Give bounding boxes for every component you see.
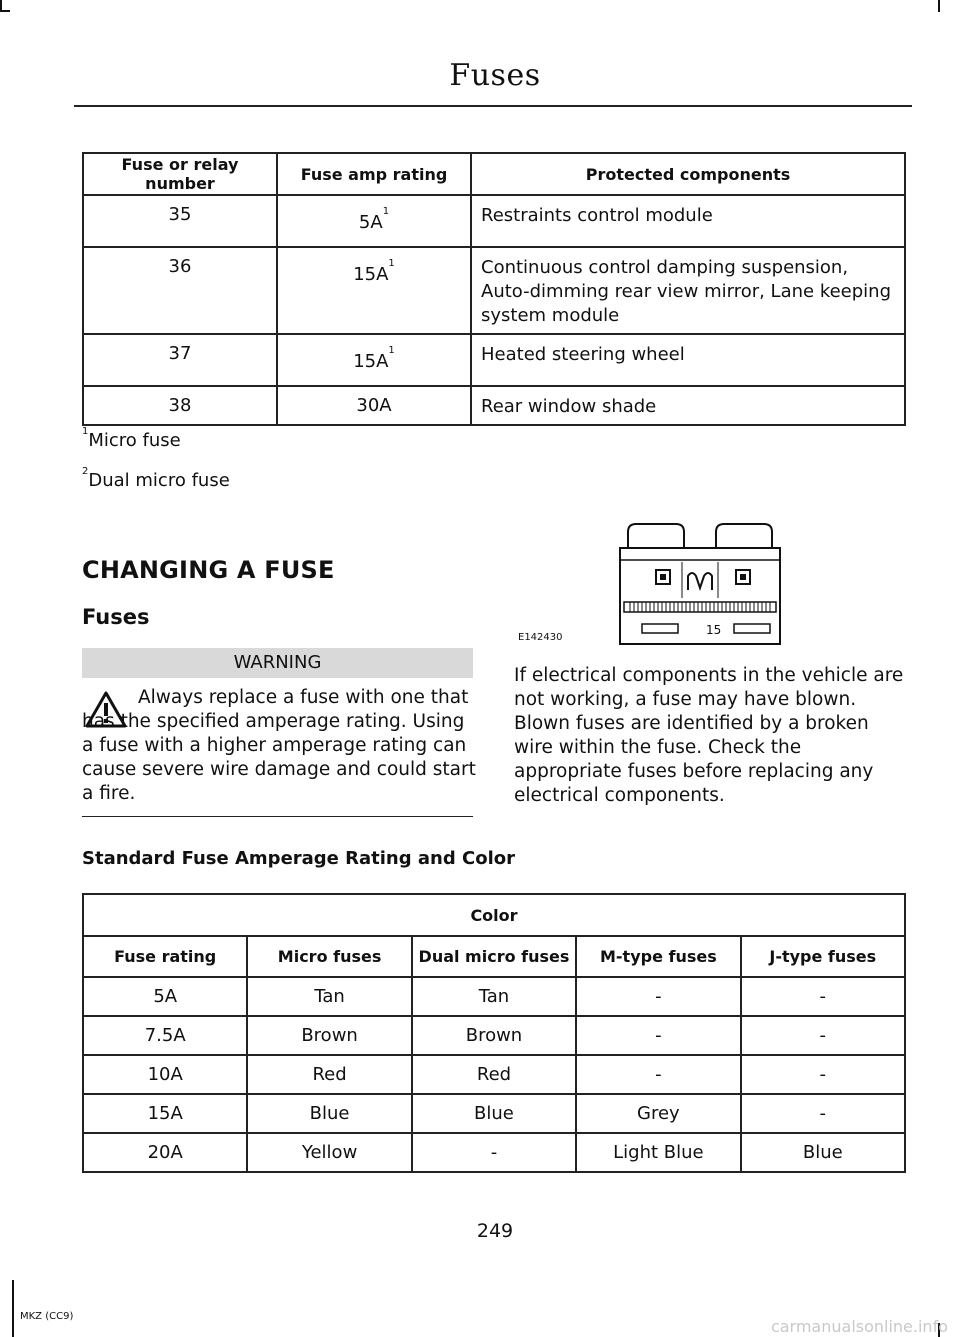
header-rule [74,105,912,107]
warning-text [82,686,476,806]
fuse-number: 35 [83,195,277,247]
footnote-2 [82,466,230,491]
body-paragraph: If electrical components in the vehicle are not working, a fuse may have blown. Blown fuses are identified by a broken wire within the fuse. Check the appropriate fuses before replacing any electrical components. [514,665,904,806]
j-type-fuse-cell: Blue [741,1133,905,1172]
fuse-number: 37 [83,334,277,386]
color-group-header-row [83,894,905,936]
dual-micro-fuse-cell: Tan [412,977,576,1016]
fuse-number: 36 [83,247,277,334]
j-type-fuse-cell: - [741,977,905,1016]
j-type-fuse-cell: - [741,1016,905,1055]
fuse-rating-cell: 7.5A [83,1016,247,1055]
amp-value: 15A [353,351,389,372]
amp-rating: 30A [277,386,471,425]
m-type-fuse-cell: Grey [576,1094,740,1133]
header-fuse-rating: Fuse rating [83,936,247,977]
table-row [83,977,905,1016]
model-code: MKZ (CC9) [20,1311,74,1322]
fuse-number: 38 [83,386,277,425]
m-type-fuse-cell: - [576,977,740,1016]
footnote-text: Micro fuse [88,430,181,451]
footnote-mark: 2 [82,466,89,477]
dual-micro-fuse-cell: Blue [412,1094,576,1133]
fuse-rating-cell: 10A [83,1055,247,1094]
fuse-number-label: 15 [706,623,722,637]
footnote-ref: 1 [388,345,395,356]
header-j-type-fuses: J-type fuses [741,936,905,977]
table-row [83,1055,905,1094]
protected-component: Restraints control module [471,195,905,247]
header-dual-micro-fuses: Dual micro fuses [412,936,576,977]
dual-micro-fuse-cell: Red [412,1055,576,1094]
dual-micro-fuse-cell: - [412,1133,576,1172]
protected-component: Heated steering wheel [471,334,905,386]
table-row [83,247,905,334]
warning-body: Always replace a fuse with one that has the specified amperage rating. Using a fuse with a higher amperage rating can cause severe wire damage and could start a fire. [82,687,476,804]
protected-component: Continuous control damping suspension, Auto-dimming rear view mirror, Lane keeping system module [471,247,905,334]
amp-rating [277,334,471,386]
table-row [83,1133,905,1172]
table-row [83,1094,905,1133]
crop-mark-bottom-left [12,1280,14,1337]
dual-micro-fuse-cell: Brown [412,1016,576,1055]
header-micro-fuses: Micro fuses [247,936,411,977]
footnote-ref: 1 [388,258,395,269]
protected-component: Rear window shade [471,386,905,425]
color-table-title: Standard Fuse Amperage Rating and Color [82,848,516,869]
amp-rating [277,247,471,334]
figure-code: E142430 [518,632,563,643]
fuse-rating-cell: 15A [83,1094,247,1133]
header-fuse-number: Fuse or relay number [83,153,277,195]
table-row [83,386,905,425]
table-row [83,1016,905,1055]
amp-value: 5A [358,212,383,233]
footnote-text: Dual micro fuse [88,470,230,491]
j-type-fuse-cell: - [741,1055,905,1094]
header-color-group: Color [83,894,905,936]
m-type-fuse-cell: - [576,1055,740,1094]
micro-fuse-cell: Blue [247,1094,411,1133]
fuse-color-table [82,893,906,1173]
fuse-table [82,152,906,426]
page-title: Fuses [449,58,541,93]
warning-label: WARNING [82,648,473,678]
warning-divider [82,816,473,817]
crop-mark-top-right [938,0,940,12]
micro-fuse-cell: Brown [247,1016,411,1055]
amp-rating [277,195,471,247]
section-heading: CHANGING A FUSE [82,556,335,584]
fuse-illustration [516,518,826,648]
m-type-fuse-cell: - [576,1016,740,1055]
m-type-fuse-cell: Light Blue [576,1133,740,1172]
table-row [83,334,905,386]
crop-mark-top-left-h [0,10,10,12]
micro-fuse-cell: Yellow [247,1133,411,1172]
fuse-rating-cell: 5A [83,977,247,1016]
header-m-type-fuses: M-type fuses [576,936,740,977]
micro-fuse-cell: Tan [247,977,411,1016]
section-subheading: Fuses [82,605,150,629]
micro-fuse-cell: Red [247,1055,411,1094]
page-number: 249 [476,1220,514,1242]
footnote-mark: 1 [82,426,89,437]
site-watermark: carmanualsonline.info [770,1317,948,1336]
table-row [83,195,905,247]
footnote-ref: 1 [382,206,390,217]
amp-value: 15A [353,264,389,285]
j-type-fuse-cell: - [741,1094,905,1133]
footnote-1 [82,426,181,451]
fuse-table-header-row [83,153,905,195]
fuse-rating-cell: 20A [83,1133,247,1172]
header-protected-components: Protected components [471,153,905,195]
color-table-header-row [83,936,905,977]
header-amp-rating: Fuse amp rating [277,153,471,195]
